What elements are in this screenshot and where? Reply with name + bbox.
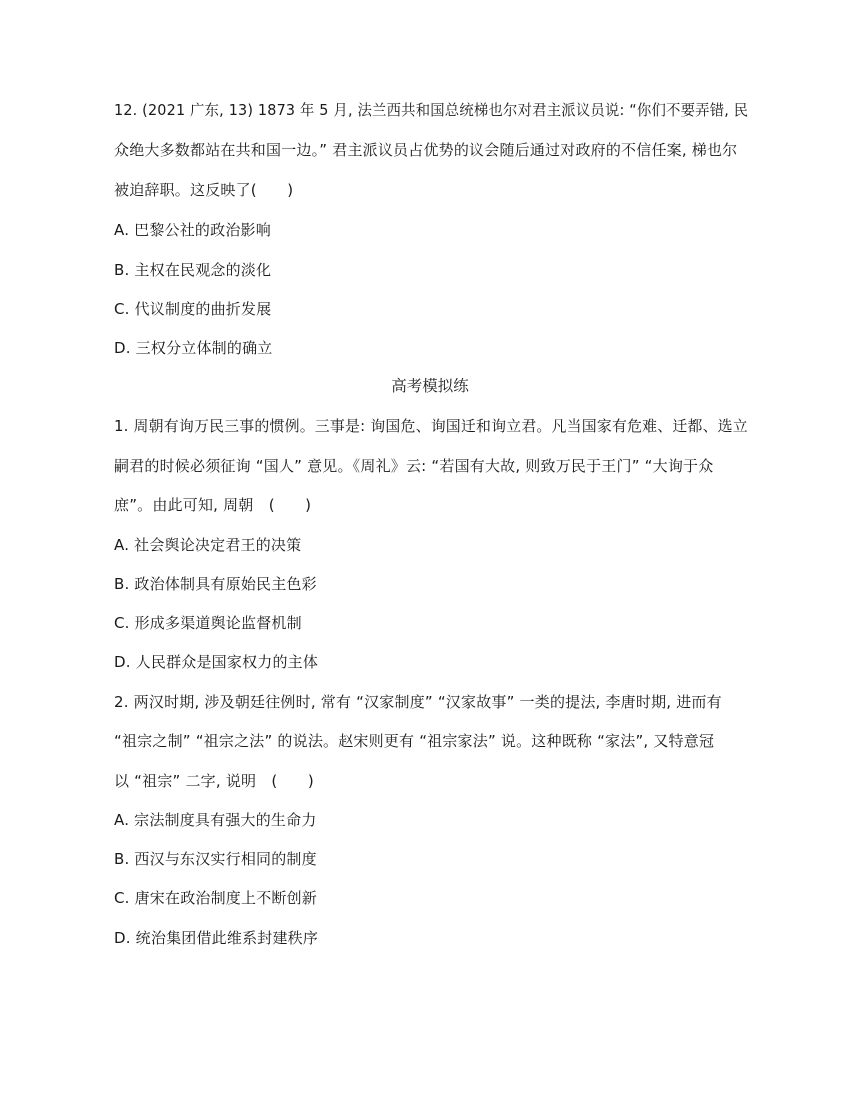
- question-12-option-d: D. 三权分立体制的确立: [114, 339, 273, 357]
- question-2-option-c: C. 唐宋在政治制度上不断创新: [114, 889, 318, 907]
- question-1-option-c: C. 形成多渠道舆论监督机制: [114, 614, 302, 632]
- section-title: 高考模拟练: [391, 377, 469, 395]
- question-1-option-d: D. 人民群众是国家权力的主体: [114, 653, 319, 671]
- question-1-option-b: B. 政治体制具有原始民主色彩: [114, 575, 317, 593]
- question-1-option-a: A. 社会舆论决定君王的决策: [114, 536, 302, 554]
- question-1-stem-line-1: 1. 周朝有询万民三事的惯例。三事是: 询国危、询国迁和询立君。凡当国家有危难、迁都、选立: [114, 417, 748, 435]
- question-2-stem-line-1: 2. 两汉时期, 涉及朝廷往例时, 常有 “汉家制度” “汉家故事” 一类的提法, 李唐时期, 进而有: [114, 693, 722, 711]
- question-1-stem-line-2: 嗣君的时候必须征询 “国人” 意见。《周礼》云: “若国有大故, 则致万民于王门” “大询于众: [114, 457, 714, 475]
- question-12-stem-line-3: 被迫辞职。这反映了( ): [114, 181, 294, 199]
- question-12-option-b: B. 主权在民观念的淡化: [114, 261, 272, 279]
- question-12-stem-line-1: 12. (2021 广东, 13) 1873 年 5 月, 法兰西共和国总统梯也尔对君主派议员说: “你们不要弄错, 民: [114, 101, 749, 119]
- question-2-stem-line-2: “祖宗之制” “祖宗之法” 的说法。赵宋则更有 “祖宗家法” 说。这种既称 “家法”, 又特意冠: [114, 732, 715, 750]
- question-2-option-b: B. 西汉与东汉实行相同的制度: [114, 850, 317, 868]
- question-2-option-a: A. 宗法制度具有强大的生命力: [114, 811, 317, 829]
- question-2-stem-line-3: 以 “祖宗” 二字, 说明 ( ): [114, 772, 314, 790]
- question-1-stem-line-3: 庶”。由此可知, 周朝 ( ): [114, 496, 312, 514]
- question-12-stem-line-2: 众绝大多数都站在共和国一边。” 君主派议员占优势的议会随后通过对政府的不信任案, 梯也尔: [114, 141, 738, 159]
- question-2-option-d: D. 统治集团借此维系封建秩序: [114, 929, 319, 947]
- question-12-option-c: C. 代议制度的曲折发展: [114, 300, 272, 318]
- question-12-option-a: A. 巴黎公社的政治影响: [114, 221, 271, 239]
